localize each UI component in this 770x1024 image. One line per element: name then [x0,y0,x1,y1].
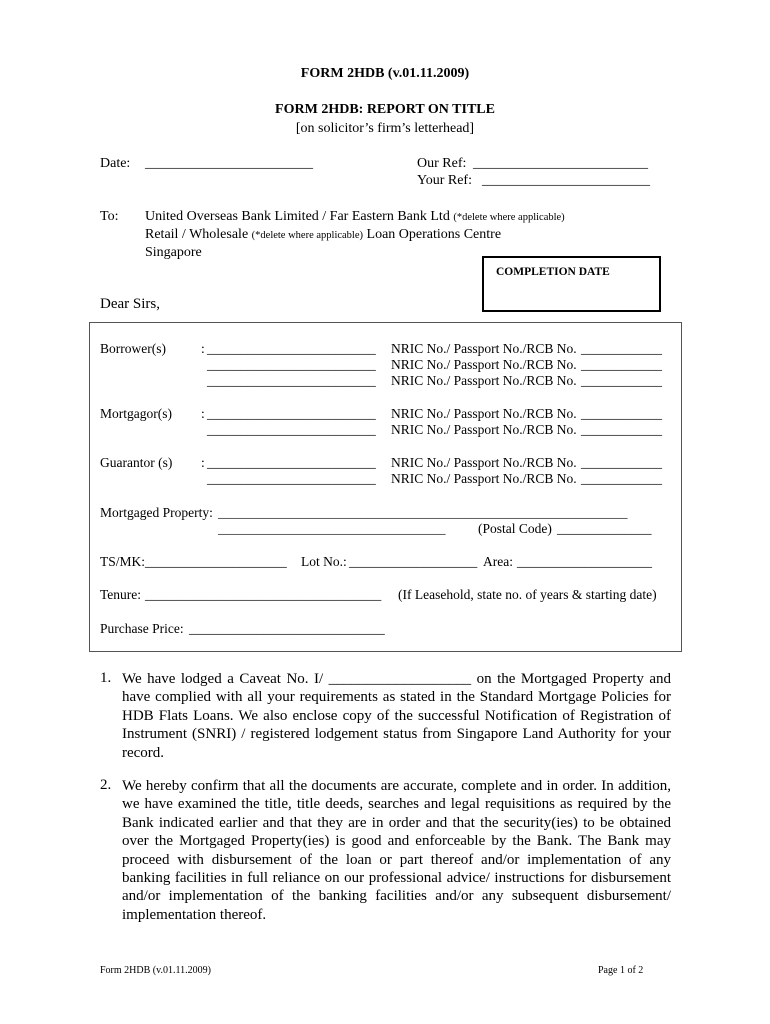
guarantors-label: Guarantor (s) [100,455,173,470]
mortgagor-id-label: NRIC No./ Passport No./RCB No. [391,422,577,437]
completion-date-label: COMPLETION DATE [496,266,610,278]
mortgaged-property-blank[interactable]: _______________________________________________________________ [218,505,628,520]
paragraph-number: 1. [100,670,112,686]
our-ref-blank[interactable]: _________________________ [473,156,648,171]
paragraph-caveat: We have lodged a Caveat No. I/ ___________________ on the Mortgaged Property and have complied with all your requirements as stated in the Standard Mortgage Policies for HDB Flats Loans. We also enclose copy of the successful Notification of Registration of Instrument (SNRI) / registered lodgement status from Singapore Land Authority for your record. [122,671,671,761]
purchase-price-label: Purchase Price: [100,621,184,636]
date-label: Date: [100,156,131,171]
date-blank[interactable]: ________________________ [145,156,313,171]
borrower-id-label: NRIC No./ Passport No./RCB No. [391,341,577,356]
retail-wholesale: Retail / Wholesale [145,227,249,242]
tenure-note: (If Leasehold, state no. of years & starting date) [398,587,657,602]
guarantors-colon: : [201,455,205,470]
mortgaged-property-blank-2[interactable]: ___________________________________ [218,521,446,536]
guarantor-name-blank[interactable]: _________________________ [207,455,376,470]
form-number: FORM 2HDB (v.01.11.2009) [300,66,470,81]
delete-applicable-note: (*delete where applicable) [251,230,364,241]
footer-form-number: Form 2HDB (v.01.11.2009) [100,965,211,976]
salutation: Dear Sirs, [100,296,160,312]
mortgagor-name-blank[interactable]: _________________________ [207,422,376,437]
guarantor-id-label: NRIC No./ Passport No./RCB No. [391,471,577,486]
postal-code-label: (Postal Code) [478,521,552,536]
borrowers-label: Borrower(s) [100,341,166,356]
guarantor-name-blank[interactable]: _________________________ [207,471,376,486]
addressee-line-1 [145,209,565,225]
completion-date-box[interactable] [482,256,661,312]
borrowers-colon: : [201,341,205,356]
mortgaged-property-label: Mortgaged Property: [100,505,213,520]
to-label: To: [100,209,119,224]
addressee-bank-names: United Overseas Bank Limited / Far Eastern Bank Ltd [145,209,450,224]
mortgagor-id-blank[interactable]: ____________ [581,422,662,437]
page-subtitle: [on solicitor’s firm’s letterhead] [295,121,475,136]
borrower-name-blank[interactable]: _________________________ [207,373,376,388]
borrower-id-label: NRIC No./ Passport No./RCB No. [391,373,577,388]
loan-operations-centre: Loan Operations Centre [366,227,502,242]
paragraph-confirmation: We hereby confirm that all the documents are accurate, complete and in order. In addition, we have examined the title, title deeds, searches and legal requisitions as required by the Bank indicated earlier and that they are in order and that the security(ies) to be obtained over the Mortgaged Property(ies) is good and enforceable by the Bank. The Bank may proceed with disbursement of the loan or part thereof and/or implementation of any banking facilities in full reliance on our professional advice/ instructions for disbursement and/or implementation of the banking facilities and/or any subsequent disbursement/ implementation thereof. [122,778,671,923]
tenure-blank[interactable]: ___________________________________ [145,587,382,602]
borrower-id-blank[interactable]: ____________ [581,341,662,356]
mortgagors-colon: : [201,406,205,421]
ts-mk-blank[interactable]: _____________________ [145,554,287,569]
mortgagor-id-label: NRIC No./ Passport No./RCB No. [391,406,577,421]
paragraph-number: 2. [100,777,112,793]
area-label: Area: [483,554,513,569]
guarantor-id-label: NRIC No./ Passport No./RCB No. [391,455,577,470]
addressee-line-3: Singapore [145,245,202,260]
area-blank[interactable]: ____________________ [517,554,652,569]
lot-no-blank[interactable]: ___________________ [349,554,478,569]
guarantor-id-blank[interactable]: ____________ [581,471,662,486]
your-ref-blank[interactable]: ________________________ [482,173,650,188]
guarantor-id-blank[interactable]: ____________ [581,455,662,470]
mortgagor-id-blank[interactable]: ____________ [581,406,662,421]
borrower-name-blank[interactable]: _________________________ [207,341,376,356]
borrower-id-blank[interactable]: ____________ [581,373,662,388]
purchase-price-blank[interactable]: _____________________________ [189,621,385,636]
borrower-id-blank[interactable]: ____________ [581,357,662,372]
page-title: FORM 2HDB: REPORT ON TITLE [275,102,495,117]
lot-no-label: Lot No.: [301,554,347,569]
ts-mk-label: TS/MK: [100,554,146,569]
borrower-name-blank[interactable]: _________________________ [207,357,376,372]
delete-applicable-note: (*delete where applicable) [453,212,565,223]
addressee-line-2 [145,227,501,243]
mortgagor-name-blank[interactable]: _________________________ [207,406,376,421]
borrower-id-label: NRIC No./ Passport No./RCB No. [391,357,577,372]
footer-page-number: Page 1 of 2 [598,965,644,976]
our-ref-label: Our Ref: [417,156,467,171]
mortgagors-label: Mortgagor(s) [100,406,172,421]
postal-code-blank[interactable]: ______________ [557,521,652,536]
tenure-label: Tenure: [100,587,142,602]
your-ref-label: Your Ref: [417,173,472,188]
